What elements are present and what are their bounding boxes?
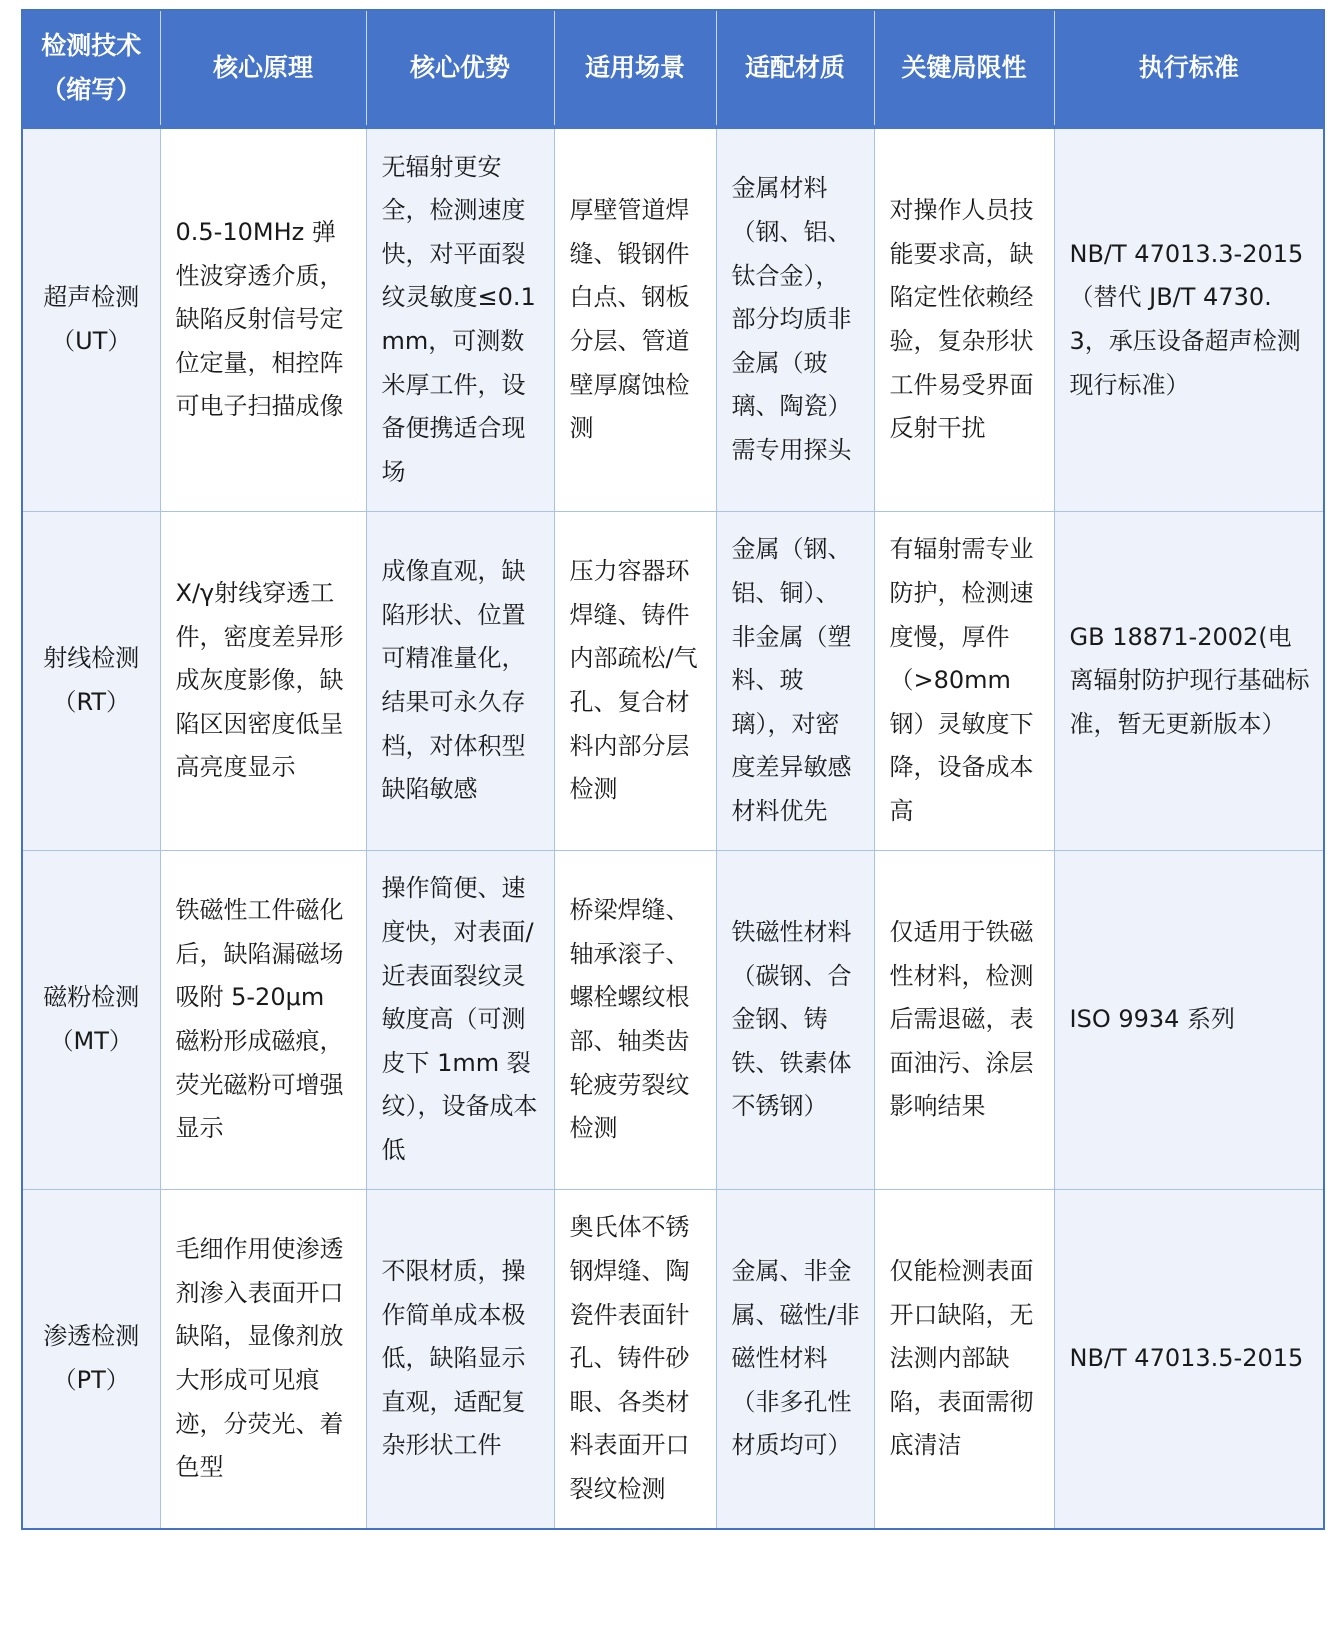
cell-principle: 0.5-10MHz 弹性波穿透介质，缺陷反射信号定位定量，相控阵可电子扫描成像 bbox=[160, 127, 366, 512]
header-advantages: 核心优势 bbox=[366, 10, 554, 127]
cell-limitations: 仅适用于铁磁性材料，检测后需退磁，表面油污、涂层影响结果 bbox=[874, 851, 1054, 1190]
cell-advantages: 操作简便、速度快，对表面/近表面裂纹灵敏度高（可测皮下 1mm 裂纹），设备成本低 bbox=[366, 851, 554, 1190]
cell-principle: X/γ射线穿透工件，密度差异形成灰度影像，缺陷区因密度低呈高亮度显示 bbox=[160, 512, 366, 851]
ndt-comparison-table bbox=[21, 9, 1325, 1530]
cell-advantages: 无辐射更安全，检测速度快，对平面裂纹灵敏度≤0.1mm，可测数米厚工件，设备便携适合现场 bbox=[366, 127, 554, 512]
technique-abbr: （UT） bbox=[51, 327, 132, 355]
table-header bbox=[22, 10, 1324, 127]
cell-scenarios: 桥梁焊缝、轴承滚子、螺栓螺纹根部、轴类齿轮疲劳裂纹检测 bbox=[554, 851, 716, 1190]
cell-technique bbox=[22, 851, 160, 1190]
cell-standard: ISO 9934 系列 bbox=[1054, 851, 1324, 1190]
cell-limitations: 有辐射需专业防护，检测速度慢，厚件（>80mm 钢）灵敏度下降，设备成本高 bbox=[874, 512, 1054, 851]
technique-name: 渗透检测 bbox=[43, 1322, 140, 1351]
header-materials: 适配材质 bbox=[716, 10, 874, 127]
header-row bbox=[22, 10, 1324, 127]
cell-technique bbox=[22, 127, 160, 512]
cell-limitations: 对操作人员技能要求高，缺陷定性依赖经验，复杂形状工件易受界面反射干扰 bbox=[874, 127, 1054, 512]
cell-advantages: 不限材质，操作简单成本极低，缺陷显示直观，适配复杂形状工件 bbox=[366, 1190, 554, 1530]
technique-name: 磁粉检测 bbox=[43, 983, 140, 1012]
cell-principle: 毛细作用使渗透剂渗入表面开口缺陷，显像剂放大形成可见痕迹，分荧光、着色型 bbox=[160, 1190, 366, 1530]
header-technique bbox=[22, 10, 160, 127]
table-row-ut bbox=[22, 127, 1324, 512]
table-body bbox=[22, 127, 1324, 1529]
table-row-rt bbox=[22, 512, 1324, 851]
technique-abbr: （MT） bbox=[49, 1027, 133, 1055]
technique-abbr: （PT） bbox=[52, 1366, 130, 1394]
header-principle: 核心原理 bbox=[160, 10, 366, 127]
technique-name: 射线检测 bbox=[43, 644, 140, 673]
cell-scenarios: 压力容器环焊缝、铸件内部疏松/气孔、复合材料内部分层检测 bbox=[554, 512, 716, 851]
cell-materials: 铁磁性材料（碳钢、合金钢、铸铁、铁素体不锈钢） bbox=[716, 851, 874, 1190]
header-technique-line2: （缩写） bbox=[41, 75, 142, 104]
header-limitations: 关键局限性 bbox=[874, 10, 1054, 127]
cell-technique bbox=[22, 1190, 160, 1530]
header-standard: 执行标准 bbox=[1054, 10, 1324, 127]
cell-standard: NB/T 47013.5-2015 bbox=[1054, 1190, 1324, 1530]
table-row-pt bbox=[22, 1190, 1324, 1530]
cell-standard: NB/T 47013.3-2015（替代 JB/T 4730.3，承压设备超声检测现行标准） bbox=[1054, 127, 1324, 512]
cell-limitations: 仅能检测表面开口缺陷，无法测内部缺陷，表面需彻底清洁 bbox=[874, 1190, 1054, 1530]
ndt-comparison-table-wrapper bbox=[21, 9, 1323, 1530]
cell-scenarios: 奥氏体不锈钢焊缝、陶瓷件表面针孔、铸件砂眼、各类材料表面开口裂纹检测 bbox=[554, 1190, 716, 1530]
cell-materials: 金属、非金属、磁性/非磁性材料（非多孔性材质均可） bbox=[716, 1190, 874, 1530]
technique-name: 超声检测 bbox=[43, 283, 140, 312]
cell-scenarios: 厚壁管道焊缝、锻钢件白点、钢板分层、管道壁厚腐蚀检测 bbox=[554, 127, 716, 512]
cell-standard: GB 18871-2002(电离辐射防护现行基础标准，暂无更新版本） bbox=[1054, 512, 1324, 851]
cell-materials: 金属材料（钢、铝、钛合金），部分均质非金属（玻璃、陶瓷）需专用探头 bbox=[716, 127, 874, 512]
cell-technique bbox=[22, 512, 160, 851]
header-scenarios: 适用场景 bbox=[554, 10, 716, 127]
technique-abbr: （RT） bbox=[52, 688, 131, 716]
header-technique-line1: 检测技术 bbox=[41, 31, 142, 60]
cell-principle: 铁磁性工件磁化后，缺陷漏磁场吸附 5-20μm 磁粉形成磁痕，荧光磁粉可增强显示 bbox=[160, 851, 366, 1190]
cell-materials: 金属（钢、铝、铜）、非金属（塑料、玻璃），对密度差异敏感材料优先 bbox=[716, 512, 874, 851]
table-row-mt bbox=[22, 851, 1324, 1190]
cell-advantages: 成像直观，缺陷形状、位置可精准量化，结果可永久存档，对体积型缺陷敏感 bbox=[366, 512, 554, 851]
